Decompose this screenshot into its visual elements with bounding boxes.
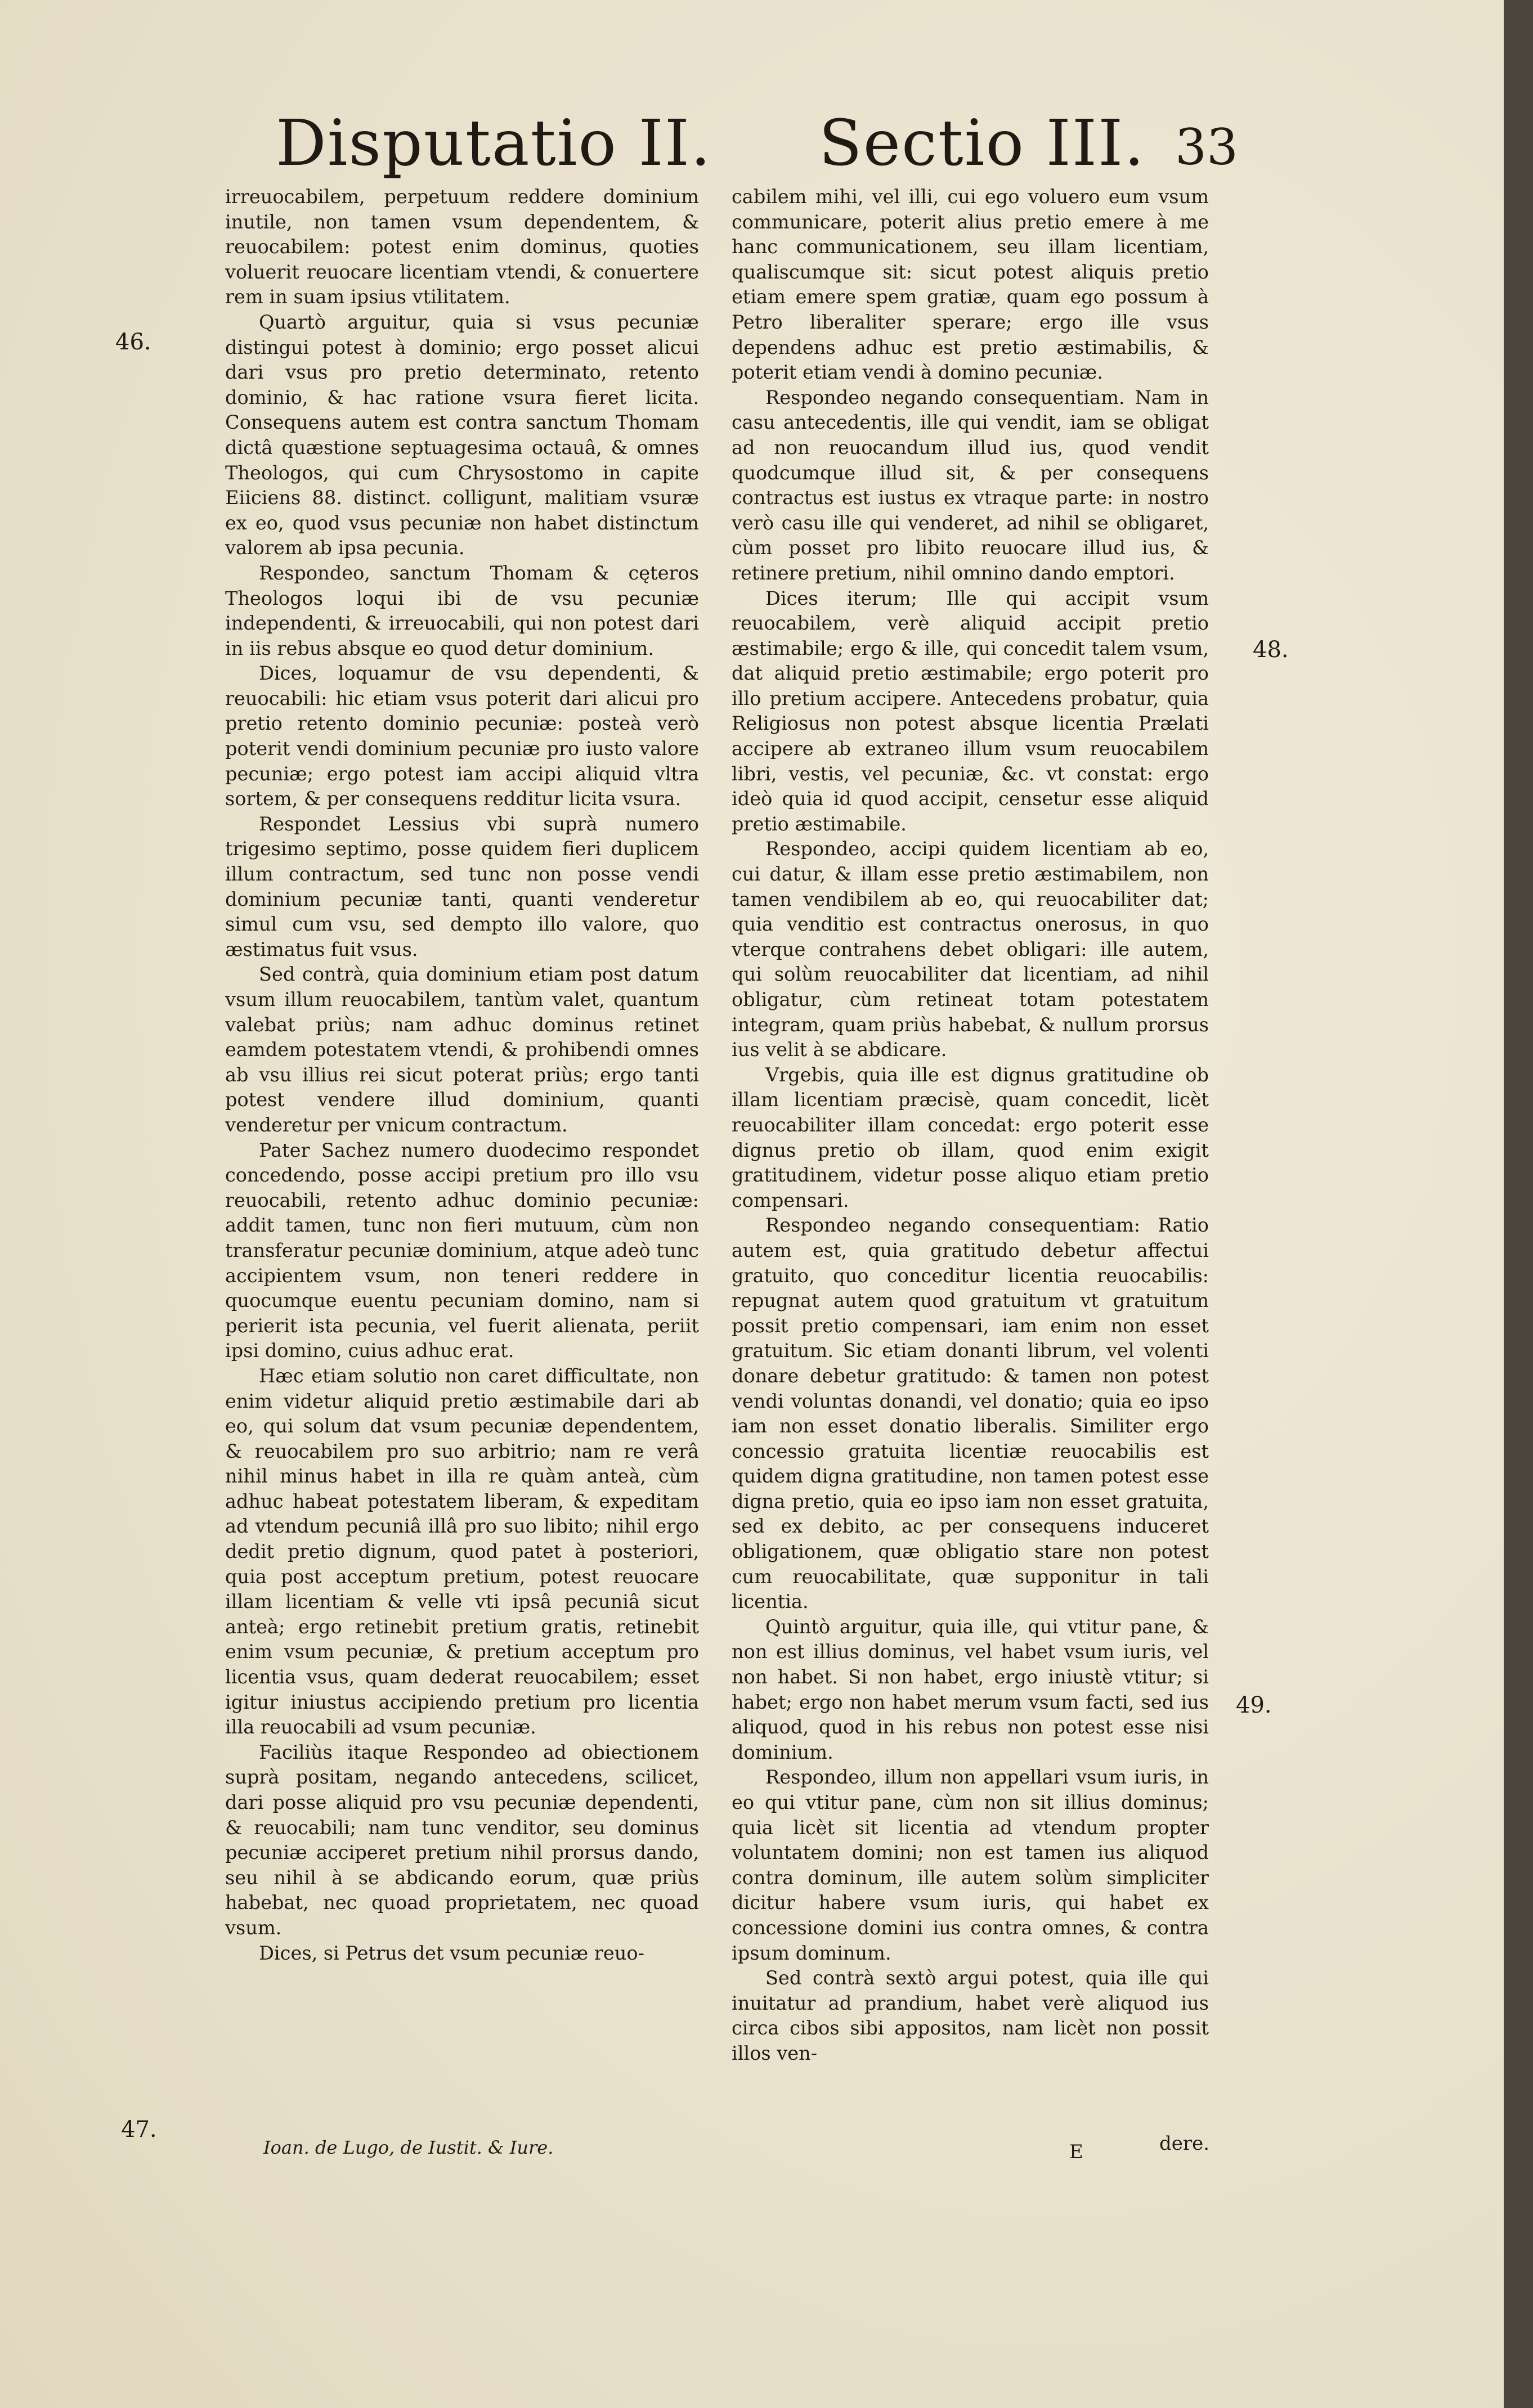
left-column [225,185,699,1966]
signature-mark: E [1069,2141,1083,2163]
paragraph: Faciliùs itaque Respondeo ad obiectionem suprà positam, negando antecedens, scilicet, dari posse aliquid pro vsu pecuniæ dependenti, & reuocabili; nam tunc venditor, seu dominus pecuniæ acciperet pretium nihil prorsus dando, seu nihil à se abdicando eorum, quæ priùs habebat, nec quoad proprietatem, nec quoad vsum. [225,1741,699,1939]
margin-number: 47. [121,2117,157,2142]
margin-number: 48. [1253,637,1289,663]
paragraph: irreuocabilem, perpetuum reddere dominium inutile, non tamen vsum dependentem, & reuocabilem: potest enim dominus, quoties voluerit reuocare licentiam vtendi, & conuertere rem in suam ipsius vtilitatem. [225,186,699,308]
paragraph: Respondeo, accipi quidem licentiam ab eo, cui datur, & illam esse pretio æstimabilem, non tamen vendibilem ab eo, qui reuocabiliter dat; quia venditio est contractus onerosus, in quo vterque contrahens debet obligari: ille autem, qui solùm reuocabiliter dat licentiam, ad nihil obligatur, cùm retineat totam potestatem integram, quam priùs habebat, & nullum prorsus ius velit à se abdicare. [732,838,1209,1061]
page-number: 33 [1175,118,1238,176]
paragraph: Dices iterum; Ille qui accipit vsum reuocabilem, verè aliquid accipit pretio æstimabile; ergo & ille, qui concedit talem vsum, dat aliquid pretio æstimabile; ergo poterit pro illo pretium accipere. Antecedens probatur, quia Religiosus non potest absque licentia Prælati accipere ab extraneo illum vsum reuocabilem libri, vestis, vel pecuniæ, &c. vt constat: ergo ideò quia id quod accipit, censetur esse aliquid pretio æstimabile. [732,587,1209,835]
paragraph: Dices, si Petrus det vsum pecuniæ reuo- [259,1942,644,1964]
paragraph: Sed contrà sextò argui potest, quia ille qui inuitatur ad prandium, habet verè aliquod ius circa cibos sibi appositos, nam licèt non possit illos ven- [732,1967,1209,2064]
right-column [732,185,1209,2066]
paragraph: cabilem mihi, vel illi, cui ego voluero eum vsum communicare, poterit alius pretio emere à me hanc communicationem, seu illam licentiam, qualiscumque sit: sicut potest aliquis pretio etiam emere spem gratiæ, quam ego possum à Petro liberaliter sperare; ergo ille vsus dependens adhuc est pretio æstimabilis, & poterit etiam vendi à domino pecuniæ. [732,186,1209,384]
header-left-title: Disputatio II. [276,107,712,180]
paragraph: Hæc etiam solutio non caret difficultate, non enim videtur aliquid pretio æstimabile dari ab eo, qui solum dat vsum pecuniæ dependentem, & reuocabilem pro suo arbitrio; nam re verâ nihil minus habet in illa re quàm anteà, cùm adhuc habeat potestatem liberam, & expeditam ad vtendum pecuniâ illâ pro suo libito; nihil ergo dedit pretio dignum, quod patet à posteriori, quia post acceptum pretium, potest reuocare illam licentiam & velle vti ipsâ pecuniâ sicut anteà; ergo retinebit pretium gratis, retinebit enim vsum pecuniæ, & pretium acceptum pro licentia vsus, quam dederat reuocabilem; esset igitur iniustus accipiendo pretium pro licentia illa reuocabili ad vsum pecuniæ. [225,1364,699,1738]
paragraph: Respondeo negando consequentiam. Nam in casu antecedentis, ille qui vendit, iam se obligat ad non reuocandum illud ius, quod vendit quodcumque illud sit, & per consequens contractus est iustus ex vtraque parte: in nostro verò casu ille qui venderet, ad nihil se obligaret, cùm posset pro libito reuocare illud ius, & retinere pretium, nihil omnino dando emptori. [732,386,1209,584]
margin-number: 49. [1236,1692,1272,1718]
signature-line: Ioan. de Lugo, de Iustit. & Iure. [263,2137,554,2158]
catchword: dere. [1159,2132,1210,2155]
paragraph: Quintò arguitur, quia ille, qui vtitur pane, & non est illius dominus, vel habet vsum iuris, vel non habet. Si non habet, ergo iniustè vtitur; si habet; ergo non habet merum vsum facti, sed ius aliquod, quod in his rebus non potest esse nisi dominium. [732,1615,1209,1763]
paragraph: Pater Sachez numero duodecimo respondet concedendo, posse accipi pretium pro illo vsu reuocabili, retento adhuc dominio pecuniæ: addit tamen, tunc non fieri mutuum, cùm non transferatur pecuniæ dominium, atque adeò tunc accipientem vsum, non teneri reddere in quocumque euentu pecuniam domino, nam si perierit ista pecunia, vel fuerit alienata, periit ipsi domino, cuius adhuc erat. [225,1139,699,1362]
paragraph: Respondeo negando consequentiam: Ratio autem est, quia gratitudo debetur affectui gratuito, quo conceditur licentia reuocabilis: repugnat autem quod gratuitum vt gratuitum possit pretio compensari, iam enim non esset gratuitum. Sic etiam donanti librum, vel volenti donare debetur gratitudo: & tamen non potest vendi voluntas donandi, vel donatio; quia eo ipso iam non esset donatio liberalis. Similiter ergo concessio gratuita licentiæ reuocabilis est quidem digna gratitudine, non tamen potest esse digna pretio, quia eo ipso iam non esset gratuita, sed ex debito, ac per consequens induceret obligationem, quæ obligatio stare non potest cum reuocabilitate, quæ supponitur in tali licentia. [732,1214,1209,1613]
paragraph: Sed contrà, quia dominium etiam post datum vsum illum reuocabilem, tantùm valet, quantum valebat priùs; nam adhuc dominus retinet eamdem potestatem vtendi, & prohibendi omnes ab vsu illius rei sicut poterat priùs; ergo tanti potest vendere illud dominium, quanti venderetur per vnicum contractum. [225,963,699,1136]
paragraph: Respondeo, sanctum Thomam & cęteros Theologos loqui ibi de vsu pecuniæ independenti, & irreuocabili, qui non potest dari in iis rebus absque eo quod detur dominium. [225,561,699,659]
margin-number: 46. [115,329,151,355]
paragraph: Respondeo, illum non appellari vsum iuris, in eo qui vtitur pane, cùm non sit illius dominus; quia licèt sit licentia ad vtendum propter voluntatem domini; non est tamen ius aliquod contra dominum, ille autem solùm simpliciter dicitur habere vsum iuris, qui habet ex concessione domini ius contra omnes, & contra ipsum dominum. [732,1766,1209,1964]
paragraph: Quartò arguitur, quia si vsus pecuniæ distingui potest à dominio; ergo posset alicui dari vsus pro pretio determinato, retento dominio, & hac ratione vsura fieret licita. Consequens autem est contra sanctum Thomam dictâ quæstione septuagesima octauâ, & omnes Theologos, qui cum Chrysostomo in capite Eiiciens 88. distinct. colligunt, malitiam vsuræ ex eo, quod vsus pecuniæ non habet distinctum valorem ab ipsa pecunia. [225,311,699,559]
page-edge [1504,0,1533,2408]
paragraph: Dices, loquamur de vsu dependenti, & reuocabili: hic etiam vsus poterit dari alicui pro pretio retento dominio pecuniæ: posteà verò poterit vendi dominium pecuniæ pro iusto valore pecuniæ; ergo potest iam accipi aliquid vltra sortem, & per consequens redditur licita vsura. [225,662,699,810]
running-header [0,107,1504,191]
paragraph: Respondet Lessius vbi suprà numero trigesimo septimo, posse quidem fieri duplicem illum contractum, sed tunc non posse vendi dominium pecuniæ tanti, quanti venderetur simul cum vsu, sed dempto illo valore, quo æstimatus fuit vsus. [225,812,699,960]
paragraph: Vrgebis, quia ille est dignus gratitudine ob illam licentiam præcisè, quam concedit, licèt reuocabiliter illam concedat: ergo poterit esse dignus pretio ob illam, quod enim exigit gratitudinem, videtur posse aliquo etiam pretio compensari. [732,1063,1209,1211]
header-right-title: Sectio III. [819,107,1145,180]
